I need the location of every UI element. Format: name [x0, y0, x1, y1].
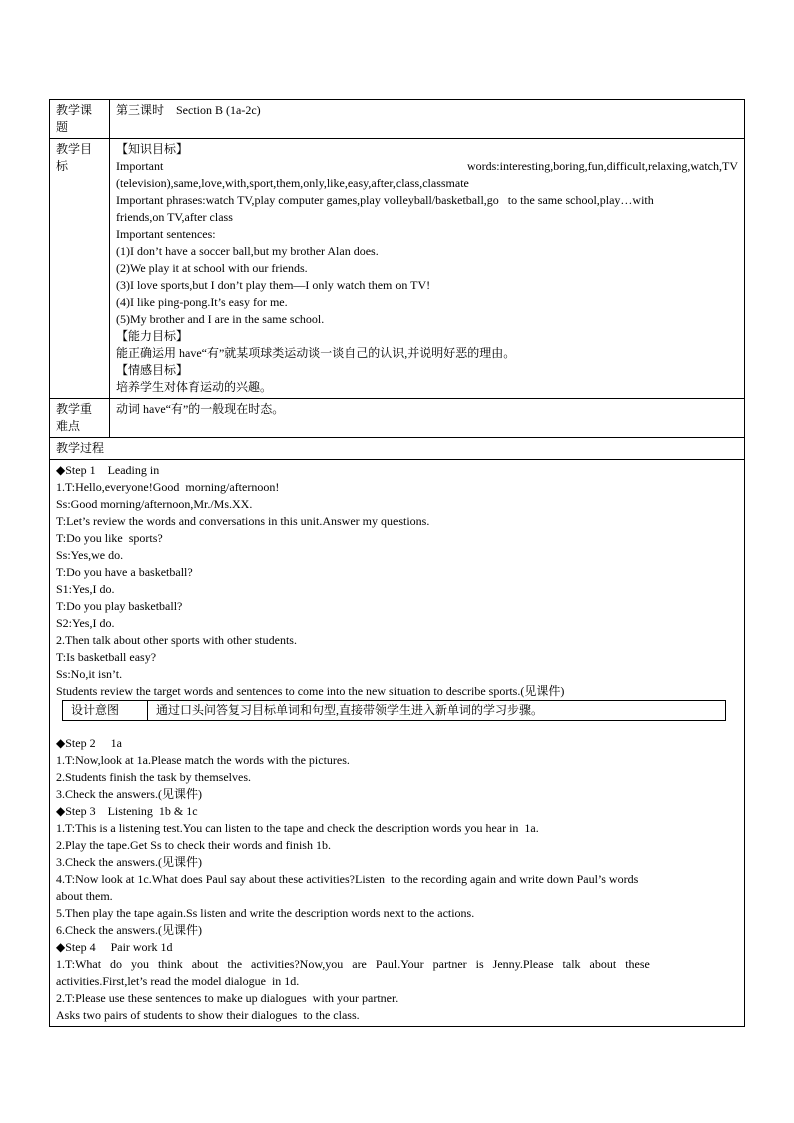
- phrases-b: friends,on TV,after class: [116, 210, 233, 224]
- important-words-b: words:interesting,boring,fun,difficult,relaxing,watch,TV: [466, 159, 738, 173]
- step1-title: ◆Step 1 Leading in: [56, 463, 160, 477]
- step4-line: 2.T:Please use these sentences to make up dialogues with your partner.: [56, 991, 399, 1005]
- important-words-c: (television),same,love,with,sport,them,only,like,easy,after,class,classmate: [116, 176, 469, 190]
- sentence-item: (5)My brother and I are in the same school.: [116, 312, 325, 326]
- key-points-row: [50, 399, 745, 438]
- key-points-label: 教学重难点: [50, 399, 110, 438]
- step3-title: ◆Step 3 Listening 1b & 1c: [56, 804, 198, 818]
- objectives-content: [110, 139, 745, 399]
- important-words-line: [116, 158, 738, 175]
- emotion-text: 培养学生对体育运动的兴趣。: [116, 380, 273, 394]
- step1-line: T:Do you like sports?: [56, 531, 163, 545]
- step3-line: 5.Then play the tape again.Ss listen and write the description words next to the actions.: [56, 906, 475, 920]
- sentence-item: (3)I love sports,but I don’t play them—I only watch them on TV!: [116, 278, 431, 292]
- step3-line: about them.: [56, 889, 113, 903]
- step1-line: 1.T:Hello,everyone!Good morning/afternoon!: [56, 480, 280, 494]
- emotion-heading: 【情感目标】: [116, 363, 189, 377]
- step1-line: Students review the target words and sentences to come into the new situation to describe sports.(见课件): [56, 684, 565, 698]
- step4-title: ◆Step 4 Pair work 1d: [56, 940, 173, 954]
- step1-line: T:Let’s review the words and conversations in this unit.Answer my questions.: [56, 514, 430, 528]
- design-intent-table: [62, 700, 726, 721]
- step2-title: ◆Step 2 1a: [56, 736, 122, 750]
- sentences-heading: Important sentences:: [116, 227, 216, 241]
- step1-line: Ss:Good morning/afternoon,Mr./Ms.XX.: [56, 497, 253, 511]
- lesson-plan: [49, 99, 745, 1027]
- step3-line: 6.Check the answers.(见课件): [56, 923, 202, 937]
- step3-line: 3.Check the answers.(见课件): [56, 855, 202, 869]
- step1-line: Ss:No,it isn’t.: [56, 667, 123, 681]
- important-words-a: Important: [116, 159, 164, 173]
- step3-line: 2.Play the tape.Get Ss to check their words and finish 1b.: [56, 838, 331, 852]
- key-points-content: 动词 have“有”的一般现在时态。: [110, 399, 745, 438]
- step3-line: 1.T:This is a listening test.You can listen to the tape and check the description words you hear in 1a.: [56, 821, 539, 835]
- step1-line: Ss:Yes,we do.: [56, 548, 124, 562]
- step4-line: 1.T:What do you think about the activities?Now,you are Paul.Your partner is Jenny.Please talk about these: [56, 957, 650, 971]
- design-intent-label: 设计意图: [63, 701, 148, 721]
- topic-content: 第三课时 Section B (1a-2c): [110, 100, 745, 139]
- process-header-row: [50, 438, 745, 460]
- ability-heading: 【能力目标】: [116, 329, 189, 343]
- step1-line: T:Do you have a basketball?: [56, 565, 193, 579]
- knowledge-heading: 【知识目标】: [116, 142, 189, 156]
- step1-line: S2:Yes,I do.: [56, 616, 115, 630]
- ability-text: 能正确运用 have“有”就某项球类运动谈一谈自己的认识,并说明好恶的理由。: [116, 346, 516, 360]
- step2-line: 1.T:Now,look at 1a.Please match the words with the pictures.: [56, 753, 350, 767]
- objectives-label: 教学目标: [50, 139, 110, 399]
- step1-line: S1:Yes,I do.: [56, 582, 115, 596]
- sentence-item: (2)We play it at school with our friends.: [116, 261, 308, 275]
- process-content: [50, 460, 745, 1027]
- sentence-item: (1)I don’t have a soccer ball,but my brother Alan does.: [116, 244, 379, 258]
- process-row: [50, 460, 745, 1027]
- step2-line: 3.Check the answers.(见课件): [56, 787, 202, 801]
- design-intent-text: 通过口头问答复习目标单词和句型,直接带领学生进入新单词的学习步骤。: [148, 701, 726, 721]
- topic-row: [50, 100, 745, 139]
- step1-line: T:Do you play basketball?: [56, 599, 183, 613]
- lesson-table: [49, 99, 745, 1027]
- process-label: 教学过程: [50, 438, 745, 460]
- spacer: [56, 721, 738, 735]
- step1-line: 2.Then talk about other sports with other students.: [56, 633, 297, 647]
- step4-line: Asks two pairs of students to show their dialogues to the class.: [56, 1008, 360, 1022]
- sentence-item: (4)I like ping-pong.It’s easy for me.: [116, 295, 288, 309]
- objectives-row: [50, 139, 745, 399]
- step4-line: activities.First,let’s read the model dialogue in 1d.: [56, 974, 300, 988]
- step2-line: 2.Students finish the task by themselves.: [56, 770, 251, 784]
- step1-line: T:Is basketball easy?: [56, 650, 157, 664]
- phrases-a: Important phrases:watch TV,play computer games,play volleyball/basketball,go to the same school,play…with: [116, 193, 654, 207]
- step3-line: 4.T:Now look at 1c.What does Paul say about these activities?Listen to the recording again and write down Paul’s words: [56, 872, 639, 886]
- topic-label: 教学课题: [50, 100, 110, 139]
